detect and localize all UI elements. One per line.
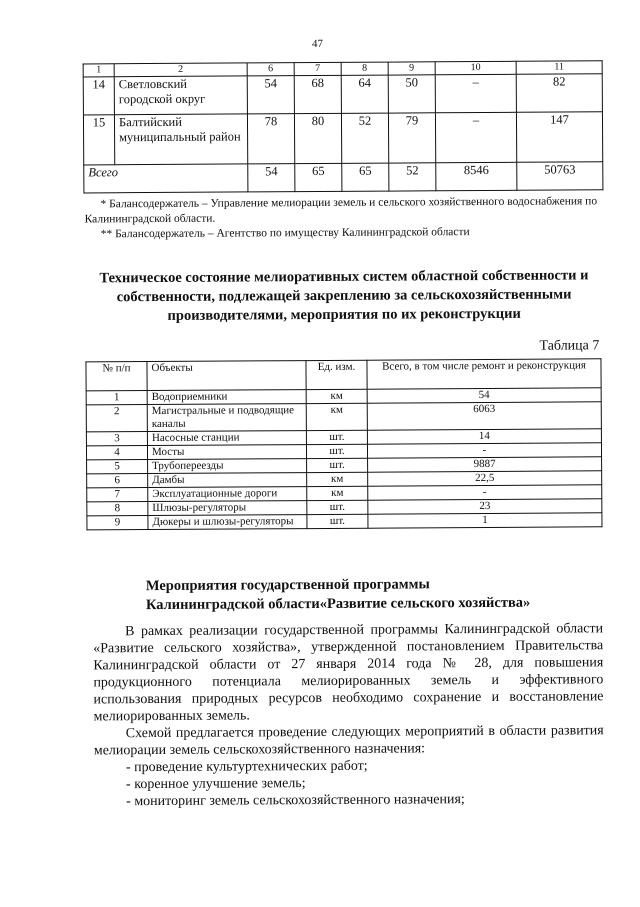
paragraph-1: В рамках реализации государственной программы Калининградской области «Развитие сельского хозяйства», утвержденной постановлением Правительства Калининградской области от 27 января 2014 года № 28, для повышения продукционного потенциала мелиорированных земель и эффективного использования природных ресурсов необходимо сохранение и восстановление мелиорированных земель. [93,621,604,725]
table-row [86,402,601,432]
table-caption: Таблица 7 [539,338,600,354]
row-number: 4 [86,446,147,460]
row-number: 9 [87,516,148,530]
header-cell: 8 [341,62,388,75]
row-object: Насосные станции [147,431,306,446]
row-unit: шт. [306,430,367,444]
subsection-title-line-1: Мероприятия государственной программы [145,576,430,595]
page-number: 47 [311,37,324,51]
row-number: 1 [86,391,147,405]
list-item: - мониторинг земель сельскохозяйственного назначения; [126,792,465,810]
row-object: Мосты [147,445,306,460]
row-object: Трубопереезды [148,459,307,474]
list-item: - коренное улучшение земель; [125,776,306,793]
row-value: 54 [367,388,601,403]
header-cell: 1 [83,64,114,77]
row-number: 8 [87,502,148,516]
cell: 78 [247,114,294,164]
footnote-2: ** Балансодержатель – Агентство по имуществу Калининградской области [100,226,470,241]
row-unit: шт. [307,514,368,528]
cell: 54 [247,76,294,114]
row-value: 23 [368,499,602,514]
table-row [83,74,602,115]
row-number: 5 [87,460,148,474]
row-value: 22,5 [368,471,602,486]
cell: 65 [342,163,389,191]
row-number: 7 [87,488,148,502]
header-cell: 6 [247,63,294,76]
cell: 65 [295,163,342,191]
header-cell: 2 [114,63,247,77]
body-text [93,620,604,810]
cell: 54 [248,164,295,192]
row-value: 6063 [367,402,601,430]
total-row [84,162,603,193]
melioration-objects-table [85,358,602,530]
header-cell: 9 [388,62,435,75]
cell: 52 [341,113,388,163]
row-name: Светловский городской округ [114,76,247,115]
paragraph-2: Схемой предлагается проведение следующих мероприятий в области развития мелиорации земель сельскохозяйственного назначения: [93,723,604,759]
row-number: 2 [86,405,147,432]
row-unit: км [307,472,368,486]
table-row [83,112,602,165]
section-title: Техническое состояние мелиоративных систем областной собственности и собственности, подлежащей закреплению за сельскохозяйственными производителями, мероприятия по их реконструкции [99,267,589,324]
row-unit: шт. [306,444,367,458]
cell: 64 [341,75,388,113]
row-unit: км [306,403,367,430]
header-num: № п/п [86,362,147,391]
row-value: - [368,485,602,500]
row-unit: км [307,486,368,500]
subsection-title-line-2: Калининградской области«Развитие сельского хозяйства» [145,594,531,614]
cell: 80 [294,113,341,163]
cell: – [435,74,516,112]
row-value: 14 [367,429,601,444]
cell: 52 [389,163,436,191]
header-cell: 10 [435,61,516,74]
cell: – [435,112,516,162]
cell: 82 [516,74,602,113]
row-object: Магистральные и подводящие каналы [147,404,306,432]
row-object: Дамбы [148,473,307,488]
row-number: 14 [83,77,114,115]
cell: 147 [516,112,602,163]
header-object: Объекты [147,361,306,391]
row-name: Балтийский муниципальный район [114,114,247,165]
header-cell: 11 [516,61,602,75]
subsection-title [146,575,531,615]
row-value: - [367,443,601,458]
row-unit: км [306,389,367,403]
row-value: 1 [368,513,602,528]
row-number: 15 [83,115,114,165]
row-value: 9887 [368,457,602,472]
row-unit: шт. [307,500,368,514]
cell: 50 [388,75,435,113]
row-number: 6 [87,474,148,488]
table-row [87,513,602,530]
footnotes [84,194,604,242]
row-object: Дюкеры и шлюзы-регуляторы [148,515,307,530]
district-table [83,60,604,193]
header-value: Всего, в том числе ремонт и реконструкция [367,359,601,389]
row-object: Водоприемники [147,390,306,405]
list-item: - проведение культуртехнических работ; [125,758,368,776]
row-object: Шлюзы-регуляторы [148,501,307,516]
cell: 50763 [517,162,603,191]
cell: 8546 [436,162,517,190]
cell: 79 [388,113,435,163]
cell: 68 [294,75,341,113]
footnote-1: * Балансодержатель – Управление мелиорации земель и сельского хозяйственного водоснабжения по Калининградской области. [84,195,598,226]
row-unit: шт. [307,458,368,472]
row-number: 3 [86,432,147,446]
header-unit: Ед. изм. [306,360,367,389]
table-header-row [86,359,601,391]
row-object: Эксплуатационные дороги [148,487,307,502]
header-cell: 7 [294,62,341,75]
total-label: Всего [84,164,248,193]
